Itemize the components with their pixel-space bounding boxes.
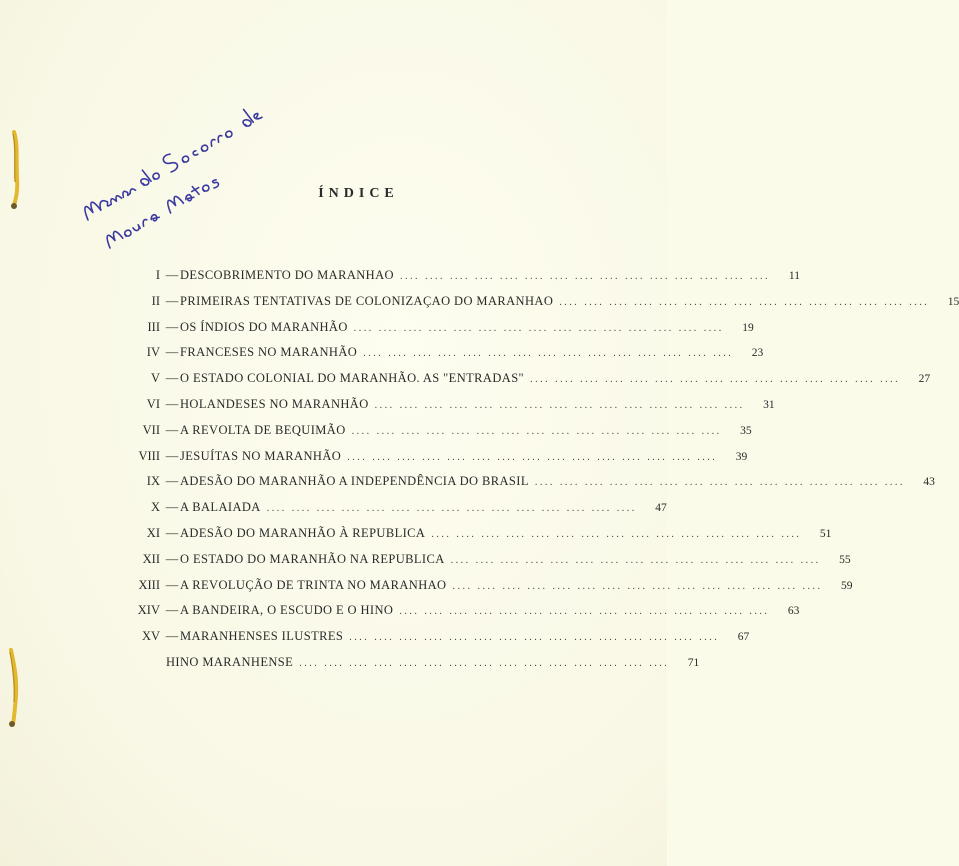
toc-entry [108, 577, 853, 604]
dash-separator: — [165, 345, 179, 360]
chapter-title: HINO MARANHENSE [166, 654, 294, 669]
dot-leader: .... .... .... .... .... .... .... .... .... .... .... .... .... .... .... [349, 632, 720, 644]
chapter-title: DESCOBRIMENTO DO MARANHAO [180, 268, 394, 282]
page-number: 51 [819, 527, 832, 540]
chapter-title: A REVOLTA DE BEQUIMÃO [180, 422, 346, 437]
chapter-number: VIII [138, 448, 160, 463]
handwritten-signature [70, 40, 350, 240]
dot-leader: .... .... .... .... .... .... .... .... .... .... .... .... .... .... .... [399, 606, 770, 618]
chapter-title: O ESTADO COLONIAL DO MARANHÃO. AS "ENTRADAS" [180, 371, 525, 386]
page-number: 27 [918, 373, 931, 386]
chapter-number: III [147, 319, 160, 334]
dot-leader: .... .... .... .... .... .... .... .... .... .... .... .... .... .... .... [450, 554, 821, 566]
dot-leader: .... .... .... .... .... .... .... .... .... .... .... .... .... .... .... [530, 374, 901, 386]
toc-entry [108, 603, 800, 629]
chapter-number: VI [146, 396, 160, 411]
chapter-number: X [150, 500, 160, 515]
dash-separator: — [165, 268, 179, 282]
dash-separator: — [165, 371, 179, 386]
toc-entry [108, 293, 959, 320]
dash-separator: — [165, 577, 179, 592]
chapter-number: V [150, 371, 160, 386]
page-number: 47 [655, 502, 667, 515]
chapter-number: VII [142, 422, 160, 437]
page-number: 67 [737, 631, 750, 644]
page-number: 55 [839, 553, 851, 566]
dash-separator: — [165, 500, 179, 515]
toc-entry [108, 319, 754, 346]
dot-leader: .... .... .... .... .... .... .... .... .... .... .... .... .... .... .... [353, 322, 724, 334]
index-title: ÍNDICE [318, 186, 399, 201]
chapter-title: FRANCESES NO MARANHÃO [180, 345, 358, 360]
dot-leader: .... .... .... .... .... .... .... .... .... .... .... .... .... .... .... [399, 271, 770, 282]
chapter-title: HOLANDESES NO MARANHÃO [180, 396, 369, 411]
dash-separator: — [165, 603, 179, 618]
dash-separator: — [165, 551, 179, 566]
table-of-contents [108, 268, 959, 681]
page-number: 19 [742, 321, 754, 334]
dash-separator: — [165, 525, 179, 540]
page-number: 39 [735, 450, 748, 463]
chapter-title: A BALAIADA [180, 500, 261, 515]
dash-separator: — [165, 319, 179, 334]
dot-leader: .... .... .... .... .... .... .... .... .... .... .... .... .... .... .... [363, 348, 734, 360]
toc-entry [108, 371, 931, 397]
toc-entry [108, 474, 935, 500]
chapter-title: JESUÍTAS NO MARANHÃO [180, 448, 342, 463]
chapter-number: XI [146, 525, 160, 540]
chapter-number: I [155, 268, 160, 282]
chapter-title: ADESÃO DO MARANHÃO A INDEPENDÊNCIA DO BRASIL [180, 474, 529, 489]
toc-entry [108, 551, 851, 578]
toc-entry [108, 345, 764, 371]
toc-entry [108, 448, 748, 475]
chapter-number: IV [146, 345, 160, 360]
dot-leader: .... .... .... .... .... .... .... .... .... .... .... .... .... .... .... [266, 503, 637, 515]
toc-entry [108, 396, 775, 423]
binding-yarn-bottom [4, 648, 20, 728]
dash-separator: — [165, 396, 179, 411]
chapter-title: OS ÍNDIOS DO MARANHÃO [180, 319, 348, 334]
dot-leader: .... .... .... .... .... .... .... .... .... .... .... .... .... .... .... [299, 657, 670, 669]
dot-leader: .... .... .... .... .... .... .... .... .... .... .... .... .... .... .... [351, 425, 722, 437]
chapter-number: XIII [138, 577, 160, 592]
chapter-number: XV [141, 629, 160, 644]
page-number: 15 [947, 295, 959, 308]
chapter-title: PRIMEIRAS TENTATIVAS DE COLONIZAÇAO DO MARANHAO [180, 293, 554, 308]
toc-entry [108, 422, 752, 449]
toc-entry [108, 629, 750, 655]
chapter-title: A REVOLUÇÃO DE TRINTA NO MARANHAO [180, 577, 447, 592]
page-number: 63 [787, 605, 800, 618]
dash-separator: — [165, 629, 179, 644]
dot-leader: .... .... .... .... .... .... .... .... .... .... .... .... .... .... .... [534, 477, 905, 489]
dash-separator: — [165, 448, 179, 463]
page-number: 43 [923, 476, 935, 489]
dot-leader: .... .... .... .... .... .... .... .... .... .... .... .... .... .... .... [347, 451, 718, 463]
chapter-title: O ESTADO DO MARANHÃO NA REPUBLICA [180, 551, 445, 566]
toc-entry [108, 268, 800, 294]
chapter-title: ADESÃO DO MARANHÃO À REPUBLICA [180, 525, 426, 540]
chapter-number: XIV [137, 603, 160, 618]
page-number: 31 [763, 398, 775, 411]
page-number: 11 [788, 270, 800, 282]
dot-leader: .... .... .... .... .... .... .... .... .... .... .... .... .... .... .... [559, 296, 930, 308]
page-number: 35 [740, 424, 752, 437]
chapter-number: XII [142, 551, 160, 566]
chapter-title: MARANHENSES ILUSTRES [180, 629, 344, 644]
chapter-title: A BANDEIRA, O ESCUDO E O HINO [180, 603, 394, 618]
page-number: 71 [687, 656, 700, 669]
page-number: 23 [751, 347, 764, 360]
chapter-number: IX [146, 474, 160, 489]
dash-separator: — [165, 422, 179, 437]
dot-leader: .... .... .... .... .... .... .... .... .... .... .... .... .... .... .... [374, 399, 745, 411]
toc-entry [108, 525, 832, 552]
toc-entry [108, 500, 667, 526]
dot-leader: .... .... .... .... .... .... .... .... .... .... .... .... .... .... .... [452, 580, 823, 592]
toc-entry [108, 654, 700, 681]
page-number: 59 [840, 579, 853, 592]
dash-separator: — [165, 474, 179, 489]
dash-separator: — [165, 293, 179, 308]
dot-leader: .... .... .... .... .... .... .... .... .... .... .... .... .... .... .... [431, 528, 802, 540]
chapter-number: II [151, 293, 160, 308]
